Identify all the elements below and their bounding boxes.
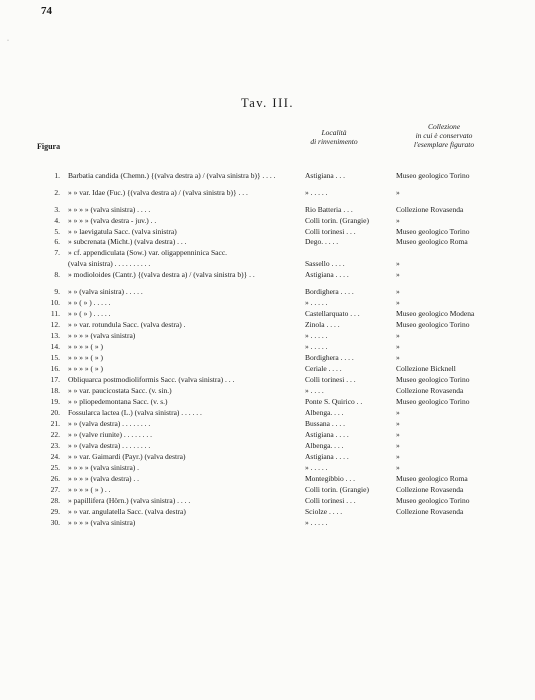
table-row [0,204,535,215]
species-description: Obliquarca postmodioliformis Sacc. (valva sinistra) . . . [68,375,235,384]
locality: Colli torinesi . . . [305,496,356,505]
figure-number: 28. [50,496,60,505]
collection: » [396,216,400,225]
collection: » [396,452,400,461]
table-row [0,308,535,319]
locality: Bordighera . . . . [305,287,354,296]
collection: Museo geologico Torino [396,375,470,384]
figure-number: 16. [50,364,60,373]
table-row [0,215,535,226]
locality: Sciolze . . . . [305,507,343,516]
locality: Colli torinesi . . . [305,375,356,384]
collection: Museo geologico Torino [396,320,470,329]
locality: Bussana . . . . [305,419,345,428]
table-row [0,517,535,528]
table-row [0,407,535,418]
collection: » [396,287,400,296]
species-description: » » » » ( » ) [68,353,103,362]
figure-number: 8. [54,270,60,279]
table-row [0,363,535,374]
collection: Museo geologico Torino [396,171,470,180]
locality: » . . . . . [305,518,328,527]
plate-title: Tav. III. [240,96,295,110]
collection: » [396,259,400,268]
figure-number: 7. [54,248,60,257]
table-row [0,187,535,198]
margin-mark: · [7,38,9,44]
figure-number: 15. [50,353,60,362]
locality: Albenga. . . . [305,408,344,417]
table-row [0,341,535,352]
collection: Museo geologico Modena [396,309,475,318]
table-row [0,451,535,462]
figure-number: 10. [50,298,60,307]
species-description: » » pliopedemontana Sacc. (v. s.) [68,397,168,406]
locality: Albenga. . . . [305,441,344,450]
locality: Astigiana . . . . [305,452,349,461]
table-row [0,440,535,451]
table-row [0,247,535,258]
species-description: » » (valva destra) . . . . . . . . [68,441,151,450]
collection: » [396,331,400,340]
species-description: » » ( » ) . . . . . [68,298,111,307]
locality: Colli torin. (Grangie) [305,216,369,225]
collection: » [396,408,400,417]
locality: Ceriale . . . . [305,364,342,373]
table-row [0,286,535,297]
species-description: » » » » (valva sinistra) . . . . [68,205,151,214]
species-description: » » » » ( » ) [68,342,103,351]
figure-number: 11. [50,309,60,318]
species-description: » subcrenata (Micht.) (valva destra) . . . [68,237,187,246]
figure-number: 5. [54,227,60,236]
table-row [0,396,535,407]
locality: Bordighera . . . . [305,353,354,362]
locality: » . . . . . [305,298,328,307]
species-description: » » » » (valva sinistra) [68,518,136,527]
species-description: » » » » (valva destra - juv.) . . [68,216,157,225]
figure-number: 13. [50,331,60,340]
collection: » [396,353,400,362]
species-description: » » (valva destra) . . . . . . . . [68,419,151,428]
species-description: » » » » ( » ) [68,364,103,373]
species-description: » » ( » ) . . . . . [68,309,111,318]
figure-number: 19. [50,397,60,406]
collection: Collezione Rovasenda [396,386,464,395]
collection: » [396,188,400,197]
header-localita: Località di rinvenimento [310,128,358,146]
collection: Museo geologico Torino [396,496,470,505]
figure-number: 29. [50,507,60,516]
species-description: » » » » ( » ) . . [68,485,111,494]
table-row [0,418,535,429]
locality: Montegibbio . . . [305,474,355,483]
table-row [0,462,535,473]
page-number: 74 [41,5,52,17]
collection: Collezione Rovasenda [396,507,464,516]
species-description: » » (valve riunite) . . . . . . . . [68,430,152,439]
figure-number: 2. [54,188,60,197]
figure-number: 4. [54,216,60,225]
locality: Colli torinesi . . . [305,227,356,236]
species-description: » » var. angulatella Sacc. (valva destra) [68,507,186,516]
collection: Collezione Rovasenda [396,485,464,494]
species-description: » » laevigatula Sacc. (valva sinistra) [68,227,177,236]
locality: Ponte S. Quirico . . [305,397,363,406]
figure-number: 27. [50,485,60,494]
figure-number: 14. [50,342,60,351]
collection: » [396,441,400,450]
collection: Museo geologico Torino [396,227,470,236]
species-description: » » var. rotundula Sacc. (valva destra) . [68,320,186,329]
locality: » . . . . [305,386,324,395]
figure-number: 30. [50,518,60,527]
species-description: » » (valva sinistra) . . . . . [68,287,143,296]
table-row [0,484,535,495]
table-row [0,429,535,440]
locality: » . . . . . [305,188,328,197]
species-description: » » » » (valva sinistra) [68,331,136,340]
table-row [0,374,535,385]
figure-number: 12. [50,320,60,329]
collection: Museo geologico Roma [396,474,468,483]
species-description: » papillifera (Hörn.) (valva sinistra) . . . . [68,496,191,505]
figure-number: 21. [50,419,60,428]
figure-number: 23. [50,441,60,450]
species-description: » » var. paucicostata Sacc. (v. sin.) [68,386,172,395]
table-row [0,319,535,330]
collection: Museo geologico Torino [396,397,470,406]
species-description: Barbatia candida (Chemn.) {(valva destra a) / (valva sinistra b)} . . . . [68,171,276,180]
locality: Dego. . . . . [305,237,339,246]
species-description: » » var. Idae (Fuc.) {(valva destra a) / (valva sinistra b)} . . . [68,188,248,197]
header-figura: Figura [37,142,61,151]
figure-number: 22. [50,430,60,439]
collection: Museo geologico Roma [396,237,468,246]
figure-number: 17. [50,375,60,384]
locality: Colli torin. (Grangie) [305,485,369,494]
collection: » [396,463,400,472]
species-description: » » » » (valva sinistra) . [68,463,140,472]
species-description: Fossularca lactea (L.) (valva sinistra) . . . . . . [68,408,202,417]
species-description: » » var. Gaimardi (Payr.) (valva destra) [68,452,186,461]
table-row [0,495,535,506]
figure-number: 1. [54,171,60,180]
locality: » . . . . . [305,463,328,472]
locality: Astigiana . . . . [305,270,349,279]
table-row [0,330,535,341]
locality: Astigiana . . . . [305,430,349,439]
locality: Rio Batteria . . . [305,205,353,214]
species-description: » » » » (valva destra) . . [68,474,140,483]
table-row [0,297,535,308]
species-description: » modioloides (Cantr.) {(valva destra a) / (valva sinistra b)} . . [68,270,255,279]
locality: Sassello . . . . [305,259,345,268]
figure-number: 20. [50,408,60,417]
collection: Collezione Rovasenda [396,205,464,214]
collection: » [396,298,400,307]
collection: » [396,342,400,351]
species-description: (valva sinistra) . . . . . . . . . . [68,259,151,268]
table-row [0,236,535,247]
table-row [0,269,535,280]
figure-number: 6. [54,237,60,246]
header-collezione: Collezione in cui è conservato l'esemplare figurato [413,122,475,149]
table-row [0,352,535,363]
locality: » . . . . . [305,342,328,351]
locality: » . . . . . [305,331,328,340]
collection: » [396,419,400,428]
species-description: » cf. appendiculata (Sow.) var. oligappenninica Sacc. [68,248,228,257]
table-row [0,473,535,484]
locality: Castellarquato . . . [305,309,360,318]
collection: » [396,270,400,279]
figure-number: 25. [50,463,60,472]
table-row [0,385,535,396]
figure-number: 24. [50,452,60,461]
locality: Zinola . . . . [305,320,340,329]
locality: Astigiana . . . [305,171,345,180]
figure-number: 3. [54,205,60,214]
table-row [0,258,535,269]
table-row [0,506,535,517]
collection: » [396,430,400,439]
figure-number: 18. [50,386,60,395]
table-row [0,170,535,181]
figure-number: 26. [50,474,60,483]
figure-number: 9. [54,287,60,296]
collection: Collezione Bicknell [396,364,456,373]
